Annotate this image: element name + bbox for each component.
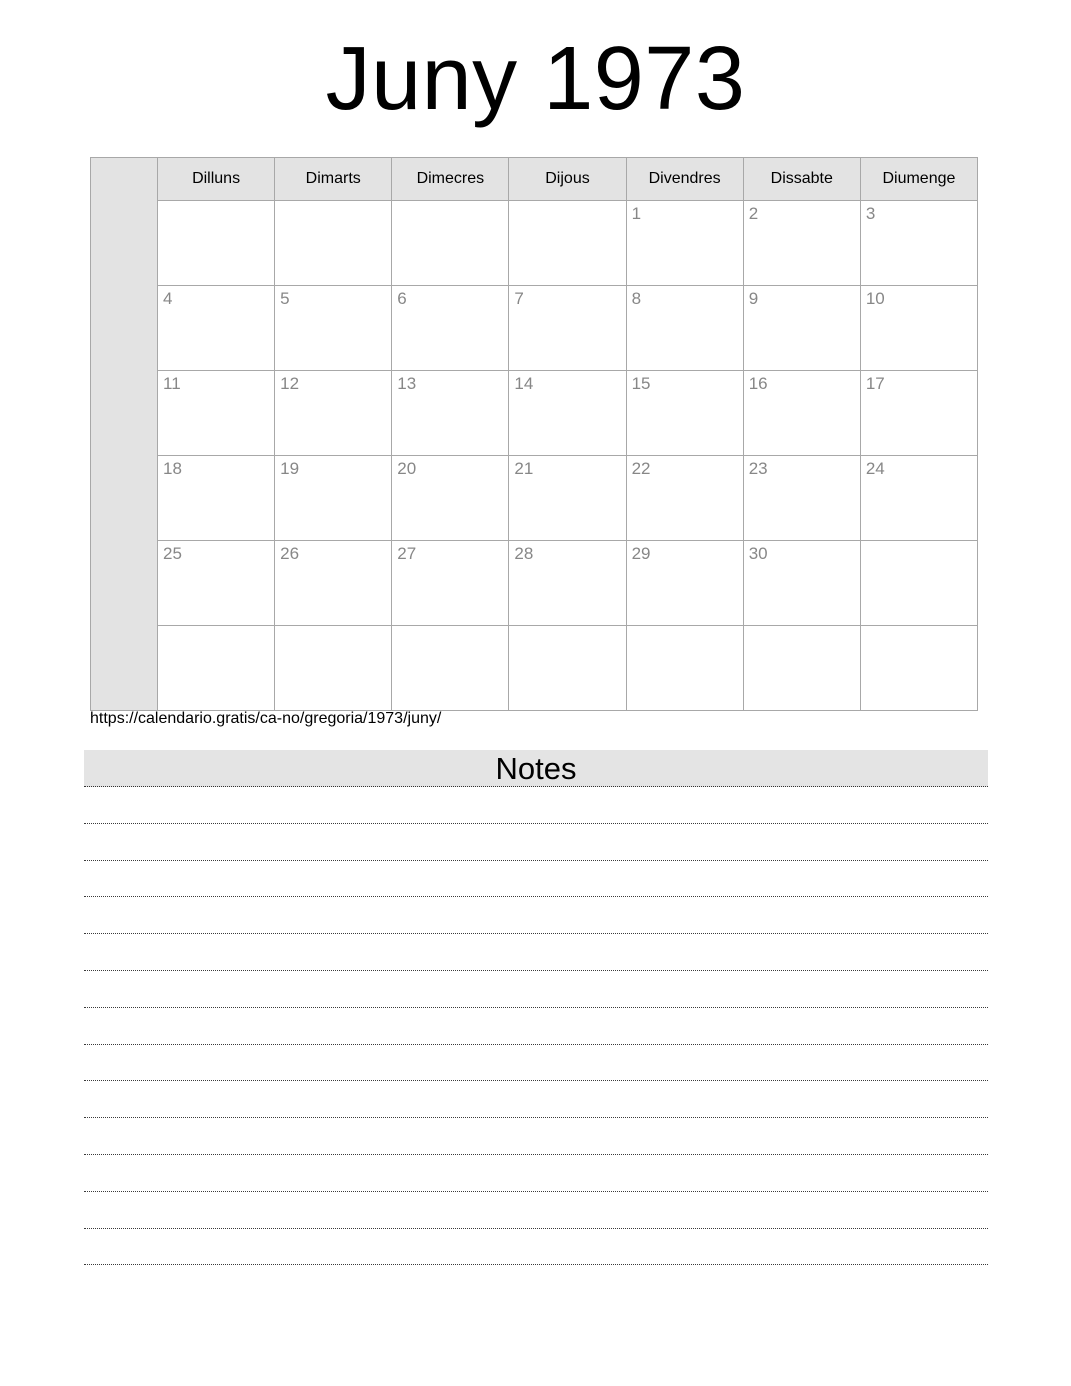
calendar-empty-cell — [509, 201, 626, 286]
day-number: 22 — [631, 459, 651, 478]
day-number: 10 — [865, 289, 885, 308]
weekday-header: Diumenge — [860, 158, 977, 201]
note-line — [84, 934, 988, 971]
note-line — [84, 824, 988, 861]
calendar-week-row — [91, 371, 978, 456]
calendar-empty-cell — [743, 626, 860, 711]
source-url: https://calendario.gratis/ca-no/gregoria/1973/juny/ — [90, 710, 442, 727]
calendar-day-cell — [743, 201, 860, 286]
day-number: 9 — [748, 289, 759, 308]
calendar-day-cell — [392, 456, 509, 541]
day-number: 5 — [280, 289, 290, 308]
day-number: 3 — [865, 204, 876, 223]
calendar-day-cell — [392, 541, 509, 626]
note-line — [84, 1192, 988, 1229]
calendar-week-row — [91, 541, 978, 626]
note-line — [84, 1229, 988, 1266]
calendar-day-cell — [626, 201, 743, 286]
day-number: 7 — [514, 289, 524, 308]
calendar-day-cell — [509, 456, 626, 541]
calendar-week-row — [91, 286, 978, 371]
weekday-header: Dimecres — [392, 158, 509, 201]
calendar-day-cell — [743, 286, 860, 371]
calendar-empty-cell — [158, 201, 275, 286]
day-number: 1 — [631, 204, 642, 223]
calendar-empty-cell — [158, 626, 275, 711]
calendar-week-row — [91, 626, 978, 711]
calendar-day-cell — [626, 371, 743, 456]
day-number: 29 — [631, 544, 651, 563]
day-number: 26 — [280, 544, 300, 563]
calendar-day-cell — [860, 286, 977, 371]
calendar-day-cell — [275, 371, 392, 456]
calendar-day-cell — [743, 541, 860, 626]
calendar-empty-cell — [860, 541, 977, 626]
note-line — [84, 787, 988, 824]
calendar-day-cell — [626, 541, 743, 626]
calendar-day-cell — [509, 371, 626, 456]
page-title: Juny 1973 — [325, 29, 746, 129]
day-number: 21 — [514, 459, 534, 478]
day-number: 8 — [631, 289, 642, 308]
note-line — [84, 861, 988, 898]
day-number: 18 — [163, 459, 182, 478]
note-line — [84, 1008, 988, 1045]
day-number: 12 — [280, 374, 300, 393]
notes-lines — [84, 787, 988, 1265]
calendar-day-cell — [275, 456, 392, 541]
calendar-empty-cell — [275, 201, 392, 286]
calendar-empty-cell — [392, 626, 509, 711]
weekday-header: Dilluns — [158, 158, 275, 201]
day-number: 16 — [748, 374, 768, 393]
calendar-day-cell — [860, 456, 977, 541]
day-number: 27 — [397, 544, 417, 563]
note-line — [84, 1045, 988, 1082]
calendar-empty-cell — [392, 201, 509, 286]
weekday-header-row — [91, 158, 978, 201]
calendar-empty-cell — [860, 626, 977, 711]
calendar-empty-cell — [275, 626, 392, 711]
note-line — [84, 1081, 988, 1118]
calendar-day-cell — [275, 541, 392, 626]
week-number-column — [91, 158, 158, 711]
day-number: 4 — [163, 289, 173, 308]
calendar-day-cell — [626, 286, 743, 371]
calendar-day-cell — [275, 286, 392, 371]
day-number: 24 — [865, 459, 885, 478]
calendar-day-cell — [743, 456, 860, 541]
day-number: 23 — [748, 459, 768, 478]
day-number: 20 — [397, 459, 417, 478]
day-number: 11 — [163, 374, 181, 393]
weekday-header: Dimarts — [275, 158, 392, 201]
calendar-day-cell — [158, 371, 275, 456]
weekday-header: Dijous — [509, 158, 626, 201]
calendar-day-cell — [158, 286, 275, 371]
day-number: 2 — [748, 204, 759, 223]
note-line — [84, 971, 988, 1008]
day-number: 15 — [631, 374, 651, 393]
calendar-day-cell — [392, 371, 509, 456]
calendar-day-cell — [860, 371, 977, 456]
calendar-day-cell — [158, 456, 275, 541]
day-number: 14 — [514, 374, 534, 393]
calendar-day-cell — [860, 201, 977, 286]
day-number: 17 — [865, 374, 885, 393]
day-number: 13 — [397, 374, 417, 393]
weekday-header: Divendres — [626, 158, 743, 201]
calendar-day-cell — [743, 371, 860, 456]
note-line — [84, 1155, 988, 1192]
calendar-empty-cell — [509, 626, 626, 711]
calendar-day-cell — [509, 286, 626, 371]
day-number: 6 — [397, 289, 407, 308]
day-number: 28 — [514, 544, 534, 563]
day-number: 19 — [280, 459, 300, 478]
calendar-day-cell — [509, 541, 626, 626]
notes-header — [84, 750, 988, 787]
calendar-day-cell — [158, 541, 275, 626]
day-number: 30 — [748, 544, 768, 563]
calendar-day-cell — [392, 286, 509, 371]
calendar-week-row — [91, 201, 978, 286]
weekday-header: Dissabte — [743, 158, 860, 201]
calendar-table — [90, 157, 978, 711]
notes-title: Notes — [495, 751, 577, 786]
calendar-grid — [91, 158, 978, 711]
note-line — [84, 897, 988, 934]
day-number: 25 — [163, 544, 182, 563]
calendar-day-cell — [626, 456, 743, 541]
note-line — [84, 1118, 988, 1155]
calendar-empty-cell — [626, 626, 743, 711]
calendar-week-row — [91, 456, 978, 541]
